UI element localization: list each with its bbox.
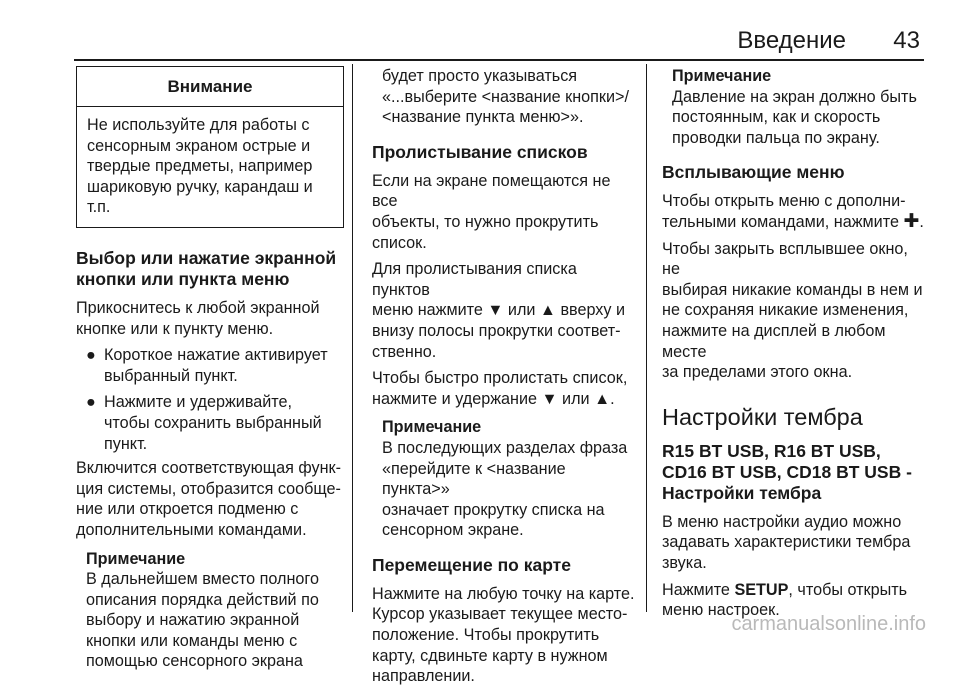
text-line: помощью сенсорного экрана [86,652,303,671]
heading-line: CD16 BT USB, CD18 BT USB - [662,461,912,482]
text-line: Курсор указывает текущее место- [372,605,628,624]
text-line [662,212,930,233]
text-fragment: , чтобы открыть [788,580,908,599]
text-line: ция системы, отобразится сообще- [76,479,341,498]
bullet-icon: ● [86,346,96,365]
list-item [76,345,344,386]
note-title: Примечание [86,549,186,568]
text-line: звука. [662,553,707,572]
heading-line: Выбор или нажатие экранной [76,247,337,268]
select-intro [76,298,344,339]
bullet-icon: ● [86,393,96,412]
note-title: Примечание [672,67,772,85]
text-line: Для пролистывания списка пунктов [372,260,577,299]
popup-paragraph-2 [662,239,930,383]
plus-icon: ✚ [903,210,920,232]
column-1 [76,66,344,672]
section-heading-popup: Всплывающие меню [662,162,845,183]
select-after-text [76,458,344,540]
heading-line: Настройки тембра [662,482,822,503]
watermark: carmanualsonline.info [731,613,926,635]
text-line: Короткое нажатие активирует [104,346,328,365]
text-line: Включится соответствующая функ- [76,459,342,478]
section-heading-map: Перемещение по карте [372,554,571,575]
warning-box [76,66,344,228]
scroll-paragraph-1 [372,171,636,253]
text-line: Чтобы быстро пролистать список, [372,369,628,388]
text-line: выбирая никакие команды в нем и [662,280,923,299]
section-heading-scroll: Пролистывание списков [372,141,588,162]
text-line: Чтобы закрыть всплывшее окно, не [662,239,908,279]
scroll-paragraph-2 [372,259,636,362]
column-divider-2 [646,64,647,612]
note-block [76,549,344,673]
text-line: кнопке или к пункту меню. [76,319,274,338]
text-line: выбранный пункт. [104,366,238,385]
note-block [662,66,930,148]
text-line: внизу полосы прокрутки соответ- [372,321,621,340]
text-line [662,580,930,601]
note-title: Примечание [382,418,482,437]
text-line: <название пункта меню>». [382,108,584,127]
text-line: пункт. [104,434,148,453]
list-item [76,392,344,454]
text-line: Если на экране помещаются не все [372,171,611,211]
section-heading-select [76,248,344,290]
column-2 [372,66,636,687]
text-line: дополнительными командами. [76,520,307,539]
text-line: Нажмите на любую точку на карте. [372,584,635,603]
text-fragment: тельными командами, нажмите [662,212,899,231]
text-line: положение. Чтобы прокрутить [372,626,600,645]
text-line: карту, сдвиньте карту в нужном [372,646,608,665]
text-line: кнопки или команды меню с [86,631,298,650]
page-number: 43 [893,27,920,54]
note-block [372,417,636,541]
text-line: сенсорным экраном острые и [87,136,311,155]
warning-text [77,107,343,227]
page-header [0,26,960,60]
text-line: Прикоснитесь к любой экранной [76,298,320,317]
heading-line: кнопки или пункта меню [76,268,290,289]
text-line: нажмите на дисплей в любом месте [662,321,886,361]
setup-keyword: SETUP [734,580,789,599]
text-line: список. [372,233,427,252]
text-line: твердые предметы, например [87,157,313,176]
text-line: меню нажмите ▼ или ▲ вверху и [372,301,626,320]
text-line: меню настроек. [662,601,780,620]
text-line: объекты, то нужно прокрутить [372,212,599,231]
chapter-title: Введение [737,27,846,54]
text-line: «...выберите <название кнопки>/ [382,87,630,106]
tone-paragraph-1 [662,512,930,574]
header-rule [74,59,924,61]
popup-paragraph-1 [662,191,930,232]
text-line: направлении. [372,667,475,686]
scroll-paragraph-3 [372,368,636,409]
text-line: постоянным, как и скорость [672,108,881,127]
text-line: нажмите и удержание ▼ или ▲. [372,389,615,408]
text-line: Нажмите и удерживайте, [104,393,293,412]
column-divider-1 [352,64,353,612]
text-line: т.п. [87,198,111,217]
section-heading-tone: Настройки тембра [662,403,863,430]
column-3 [662,66,930,621]
text-line: ние или откроется подменю с [76,500,299,519]
text-line: проводки пальца по экрану. [672,128,880,147]
text-line: «перейдите к <название пункта>» [382,459,566,499]
text-line: описания порядка действий по [86,590,319,609]
warning-title: Внимание [77,67,343,107]
text-line: сенсорном экране. [382,521,524,540]
text-line: за пределами этого окна. [662,363,853,382]
tone-subheading [662,441,930,504]
text-line: В меню настройки аудио можно [662,512,902,531]
text-line: не сохраняя никакие изменения, [662,301,909,320]
text-fragment: . [919,212,924,231]
text-line: Давление на экран должно быть [672,87,917,106]
map-paragraph [372,584,636,687]
text-line: шариковую ручку, карандаш и [87,177,313,196]
text-line: ственно. [372,342,437,361]
text-line: чтобы сохранить выбранный [104,413,322,432]
text-line: В последующих разделах фраза [382,438,628,457]
note-continuation [372,66,636,128]
text-line: В дальнейшем вместо полного [86,570,319,589]
text-line: означает прокрутку списка на [382,500,605,519]
select-bullet-list [76,345,344,454]
text-line: будет просто указываться [382,67,578,85]
text-line: выбору и нажатию экранной [86,611,300,630]
text-line: Чтобы открыть меню с дополни- [662,192,906,211]
text-line: задавать характеристики тембра [662,533,911,552]
heading-line: R15 BT USB, R16 BT USB, [662,440,881,461]
text-line: Не используйте для работы с [87,116,310,134]
text-fragment: Нажмите [662,580,735,599]
